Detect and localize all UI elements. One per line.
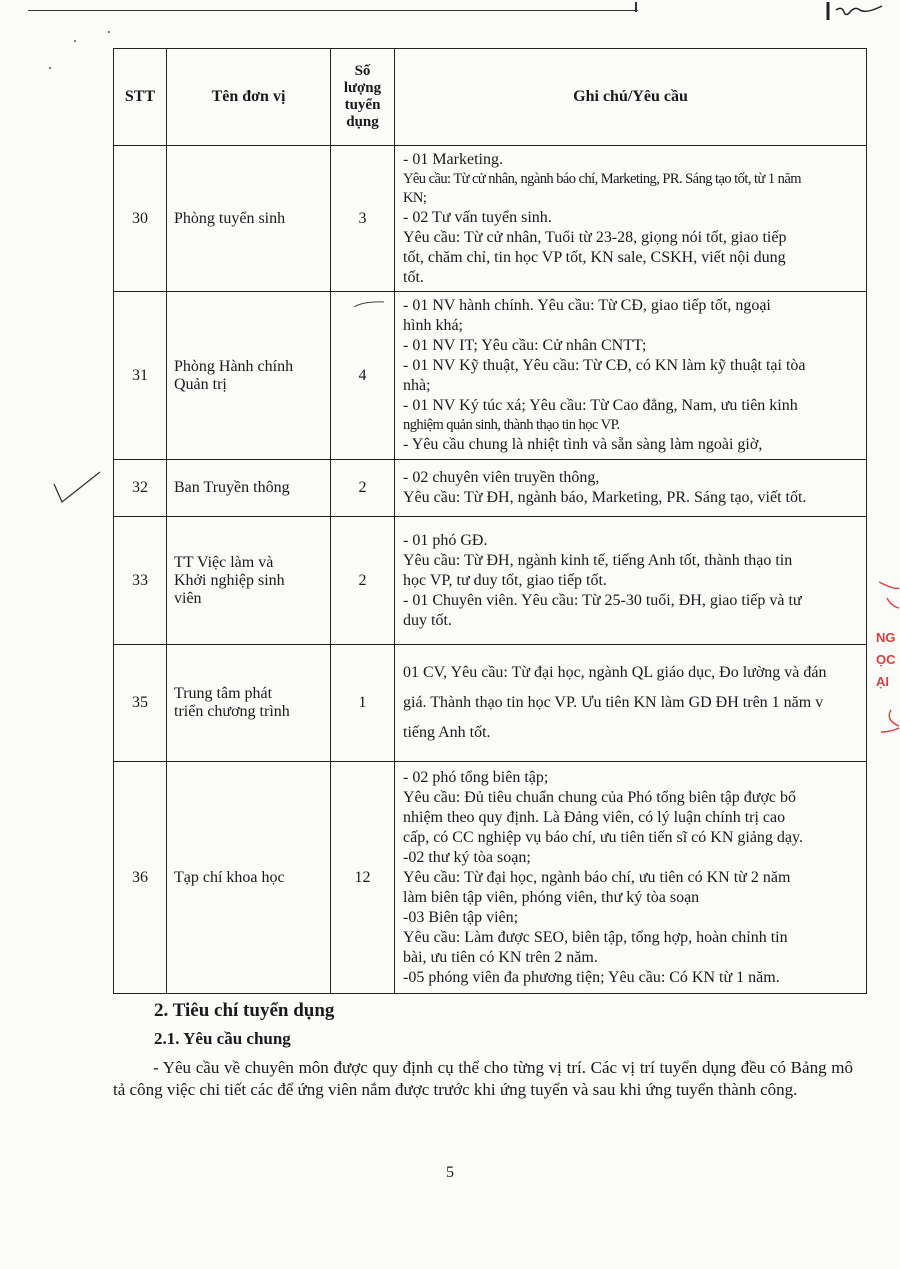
note-line: nhiệm theo quy định. Là Đảng viên, có lý luận chính trị cao xyxy=(403,808,786,826)
table-row xyxy=(114,460,867,517)
subsection-title: 2.1. Yêu cầu chung xyxy=(154,1029,291,1048)
header-stt: STT xyxy=(114,49,167,146)
note-line: -02 thư ký tòa soạn; xyxy=(403,848,531,866)
note-line: học VP, tư duy tốt, giao tiếp tốt. xyxy=(403,571,607,589)
note-line: - Yêu cầu chung là nhiệt tình và sẵn sàng làm ngoài giờ, xyxy=(403,436,763,453)
pen-stroke-mark xyxy=(352,298,386,310)
recruitment-table xyxy=(113,48,867,994)
note-line: - 01 NV IT; Yêu cầu: Cử nhân CNTT; xyxy=(403,337,647,354)
note-line: - 01 NV hành chính. Yêu cầu: Từ CĐ, giao tiếp tốt, ngoại xyxy=(403,297,771,314)
header-quantity-line: Số xyxy=(354,63,371,79)
note-line: Yêu cầu: Từ ĐH, ngành kinh tế, tiếng Anh tốt, thành thạo tin xyxy=(403,551,793,569)
unit-name-line: viên xyxy=(174,589,202,607)
cell-stt: 31 xyxy=(114,292,167,460)
unit-name-line: Khởi nghiệp sinh xyxy=(174,571,285,589)
handwritten-check-mark xyxy=(48,470,104,512)
unit-name-line: Phòng Hành chính xyxy=(174,357,294,375)
unit-name-line: Quản trị xyxy=(174,375,227,393)
cell-stt: 33 xyxy=(114,517,167,645)
table-row xyxy=(114,146,867,292)
header-unit-name: Tên đơn vị xyxy=(167,49,331,146)
cell-quantity: 4 xyxy=(331,292,395,460)
note-line: làm biên tập viên, phóng viên, thư ký tòa soạn xyxy=(403,888,700,906)
note-line: duy tốt. xyxy=(403,611,452,629)
note-line: Yêu cầu: Từ cử nhân, ngành báo chí, Marketing, PR. Sáng tạo tốt, từ 1 năm xyxy=(403,170,801,187)
seal-text-fragment: ỌC xyxy=(876,652,896,667)
unit-name-line: TT Việc làm và xyxy=(174,553,274,571)
cell-quantity: 1 xyxy=(331,645,395,762)
note-line: cấp, có CC nghiệp vụ báo chí, ưu tiên tiến sĩ có KN giảng dạy. xyxy=(403,828,803,846)
seal-text-fragment: ẠI xyxy=(876,674,889,689)
header-quantity-line: dụng xyxy=(346,114,379,130)
cell-quantity: 12 xyxy=(331,762,395,994)
note-line: giá. Thành thạo tin học VP. Ưu tiên KN làm GD ĐH trên 1 năm v xyxy=(403,694,824,711)
section-title: 2. Tiêu chí tuyển dụng xyxy=(154,1000,335,1021)
cell-stt: 36 xyxy=(114,762,167,994)
cell-stt: 35 xyxy=(114,645,167,762)
unit-name-line: Tạp chí khoa học xyxy=(174,868,285,886)
note-line: -03 Biên tập viên; xyxy=(403,908,519,926)
scan-speck xyxy=(74,40,76,42)
unit-name-line: Trung tâm phát xyxy=(174,685,273,702)
note-line: - 01 phó GĐ. xyxy=(403,531,488,549)
cell-notes xyxy=(395,762,867,994)
note-line: bài, ưu tiên có KN trên 2 năm. xyxy=(403,948,598,966)
note-line: -05 phóng viên đa phương tiện; Yêu cầu: Có KN từ 1 năm. xyxy=(403,968,780,986)
note-line: nhà; xyxy=(403,377,431,394)
top-border-line xyxy=(28,10,638,11)
scan-speck xyxy=(49,67,51,69)
cell-unit-name xyxy=(167,460,331,517)
cell-notes xyxy=(395,146,867,292)
note-line: Yêu cầu: Từ ĐH, ngành báo, Marketing, PR. Sáng tạo, viết tốt. xyxy=(403,489,807,506)
note-line: - 01 NV Ký túc xá; Yêu cầu: Từ Cao đẳng, Nam, ưu tiên kinh xyxy=(403,397,798,414)
seal-text-fragment: NG xyxy=(876,630,896,645)
cell-quantity: 2 xyxy=(331,517,395,645)
header-quantity xyxy=(331,49,395,146)
table-row xyxy=(114,645,867,762)
cell-notes xyxy=(395,645,867,762)
cell-notes xyxy=(395,292,867,460)
note-line: nghiệm quản sinh, thành thạo tin học VP. xyxy=(403,417,620,433)
unit-name-line: triển chương trình xyxy=(174,703,290,720)
note-line: 01 CV, Yêu cầu: Từ đại học, ngành QL giáo dục, Đo lường và đán xyxy=(403,664,827,681)
cell-unit-name xyxy=(167,292,331,460)
note-line: - 02 chuyên viên truyền thông, xyxy=(403,469,600,486)
cell-unit-name xyxy=(167,762,331,994)
table-header-row xyxy=(114,49,867,146)
cell-notes xyxy=(395,517,867,645)
top-border-tick xyxy=(635,2,637,12)
note-line: - 02 Tư vấn tuyển sinh. xyxy=(403,208,552,226)
note-line: tốt, chăm chỉ, tin học VP tốt, KN sale, CSKH, viết nội dung xyxy=(403,248,786,266)
unit-name-line: Ban Truyền thông xyxy=(174,479,290,496)
note-line: - 01 Marketing. xyxy=(403,150,503,168)
note-line: Yêu cầu: Từ đại học, ngành báo chí, ưu tiên có KN từ 2 năm xyxy=(403,868,791,886)
header-notes: Ghi chú/Yêu cầu xyxy=(395,49,867,146)
body-paragraph: - Yêu cầu về chuyên môn được quy định cụ thể cho từng vị trí. Các vị trí tuyển dụng đều có Bảng mô tả công việc chi tiết các để ứng viên nắm được trước khi ứng tuyển và sau khi ứng tuyển thành công. xyxy=(113,1058,853,1099)
note-line: KN; xyxy=(403,189,427,206)
cell-unit-name xyxy=(167,146,331,292)
note-line: tiếng Anh tốt. xyxy=(403,724,491,741)
cell-quantity: 2 xyxy=(331,460,395,517)
table-row xyxy=(114,517,867,645)
cell-quantity: 3 xyxy=(331,146,395,292)
handwritten-initial-mark xyxy=(820,0,890,24)
unit-name-line: Phòng tuyển sinh xyxy=(174,209,286,227)
cell-stt: 30 xyxy=(114,146,167,292)
cell-unit-name xyxy=(167,517,331,645)
cell-unit-name xyxy=(167,645,331,762)
page-number: 5 xyxy=(446,1164,454,1181)
note-line: tốt. xyxy=(403,268,424,286)
table-row xyxy=(114,292,867,460)
red-seal-fragment xyxy=(873,580,900,740)
cell-notes xyxy=(395,460,867,517)
note-line: - 01 Chuyên viên. Yêu cầu: Từ 25-30 tuổi, ĐH, giao tiếp và tư xyxy=(403,591,802,609)
note-line: - 01 NV Kỹ thuật, Yêu cầu: Từ CĐ, có KN làm kỹ thuật tại tòa xyxy=(403,357,806,374)
header-quantity-line: tuyển xyxy=(344,97,381,113)
note-line: Yêu cầu: Đủ tiêu chuẩn chung của Phó tổng biên tập được bổ xyxy=(403,788,797,806)
note-line: hình khá; xyxy=(403,317,463,334)
note-line: Yêu cầu: Làm được SEO, biên tập, tổng hợp, hoàn chỉnh tin xyxy=(403,928,788,946)
table-body xyxy=(114,146,867,994)
note-line: - 02 phó tổng biên tập; xyxy=(403,768,549,786)
scan-speck xyxy=(108,31,110,33)
header-quantity-line: lượng xyxy=(343,80,382,96)
table-row xyxy=(114,762,867,994)
note-line: Yêu cầu: Từ cử nhân, Tuổi từ 23-28, giọng nói tốt, giao tiếp xyxy=(403,228,787,246)
cell-stt: 32 xyxy=(114,460,167,517)
